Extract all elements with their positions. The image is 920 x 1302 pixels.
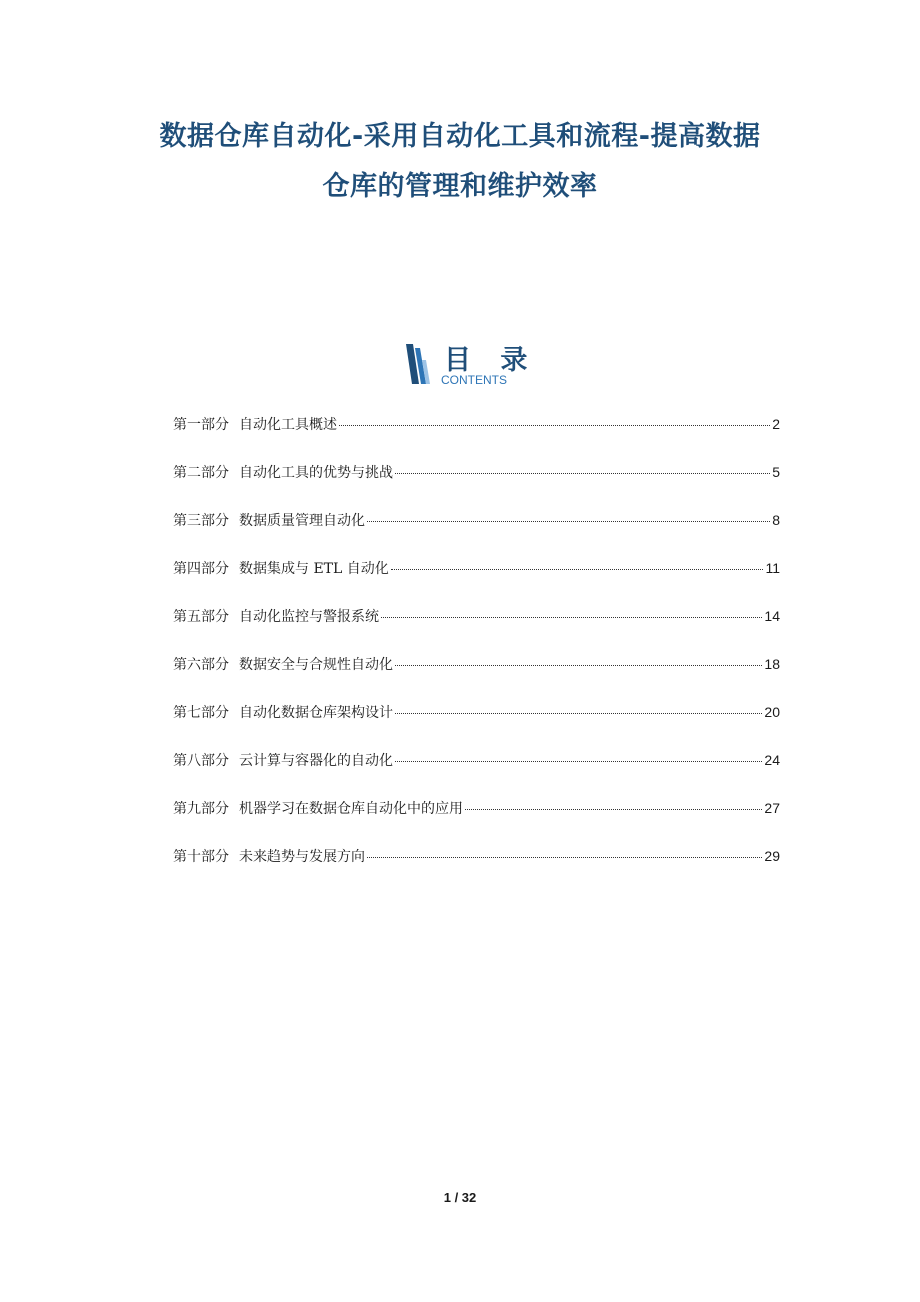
toc-entry-10[interactable] — [173, 846, 780, 894]
toc-page-number: 14 — [764, 608, 780, 624]
toc-entry-7[interactable] — [173, 702, 780, 750]
toc-page-number: 24 — [764, 752, 780, 768]
toc-entry-8[interactable] — [173, 750, 780, 798]
toc-page-number: 29 — [764, 848, 780, 864]
toc-entry-title: 云计算与容器化的自动化 — [239, 753, 393, 769]
toc-page-number: 27 — [764, 800, 780, 816]
toc-heading-sub: CONTENTS — [441, 373, 507, 387]
toc-page-number: 20 — [764, 704, 780, 720]
toc-entry-title: 自动化工具概述 — [239, 417, 337, 433]
toc-page-number: 11 — [765, 560, 780, 576]
toc-dot-leader — [395, 459, 770, 474]
toc-dot-leader — [395, 747, 762, 762]
toc-entry-title: 机器学习在数据仓库自动化中的应用 — [239, 801, 463, 817]
toc-dot-leader — [367, 843, 762, 858]
toc-heading — [404, 340, 538, 388]
toc-part-label: 第七部分 — [173, 705, 229, 721]
toc-entry-5[interactable] — [173, 606, 780, 654]
toc-part-label: 第四部分 — [173, 561, 229, 577]
title-line-2: 仓库的管理和维护效率 — [322, 171, 598, 202]
toc-dot-leader — [367, 507, 770, 522]
toc-part-label: 第九部分 — [173, 801, 229, 817]
toc-part-label: 第八部分 — [173, 753, 229, 769]
toc-dot-leader — [465, 795, 762, 810]
toc-dot-leader — [391, 555, 764, 570]
toc-heading-main: 目 录 — [444, 345, 538, 376]
toc-page-number: 2 — [772, 416, 780, 432]
toc-entry-9[interactable] — [173, 798, 780, 846]
title-line-1: 数据仓库自动化-采用自动化工具和流程-提高数据 — [159, 121, 761, 152]
toc-dot-leader — [381, 603, 762, 618]
toc-entry-title: 数据质量管理自动化 — [239, 513, 365, 529]
toc-page-number: 8 — [772, 512, 780, 528]
table-of-contents — [173, 414, 780, 894]
toc-entry-title: 数据安全与合规性自动化 — [239, 657, 393, 673]
toc-entry-title: 自动化监控与警报系统 — [239, 609, 379, 625]
toc-part-label: 第三部分 — [173, 513, 229, 529]
document-title — [60, 112, 860, 212]
toc-part-label: 第二部分 — [173, 465, 229, 481]
page-indicator: 1 / 32 — [443, 1190, 477, 1205]
toc-entry-4[interactable] — [173, 558, 780, 606]
toc-entry-3[interactable] — [173, 510, 780, 558]
toc-page-number: 18 — [764, 656, 780, 672]
toc-entry-title: 未来趋势与发展方向 — [239, 849, 365, 865]
toc-entry-6[interactable] — [173, 654, 780, 702]
toc-part-label: 第五部分 — [173, 609, 229, 625]
toc-entry-2[interactable] — [173, 462, 780, 510]
toc-dot-leader — [395, 699, 762, 714]
toc-entry-title: 数据集成与 ETL 自动化 — [239, 561, 389, 577]
toc-dot-leader — [395, 651, 762, 666]
toc-logo-icon — [404, 342, 430, 386]
toc-page-number: 5 — [772, 464, 780, 480]
toc-entry-title: 自动化数据仓库架构设计 — [239, 705, 393, 721]
toc-part-label: 第六部分 — [173, 657, 229, 673]
toc-part-label: 第一部分 — [173, 417, 229, 433]
toc-part-label: 第十部分 — [173, 849, 229, 865]
toc-entry-1[interactable] — [173, 414, 780, 462]
toc-dot-leader — [339, 411, 770, 426]
toc-entry-title: 自动化工具的优势与挑战 — [239, 465, 393, 481]
